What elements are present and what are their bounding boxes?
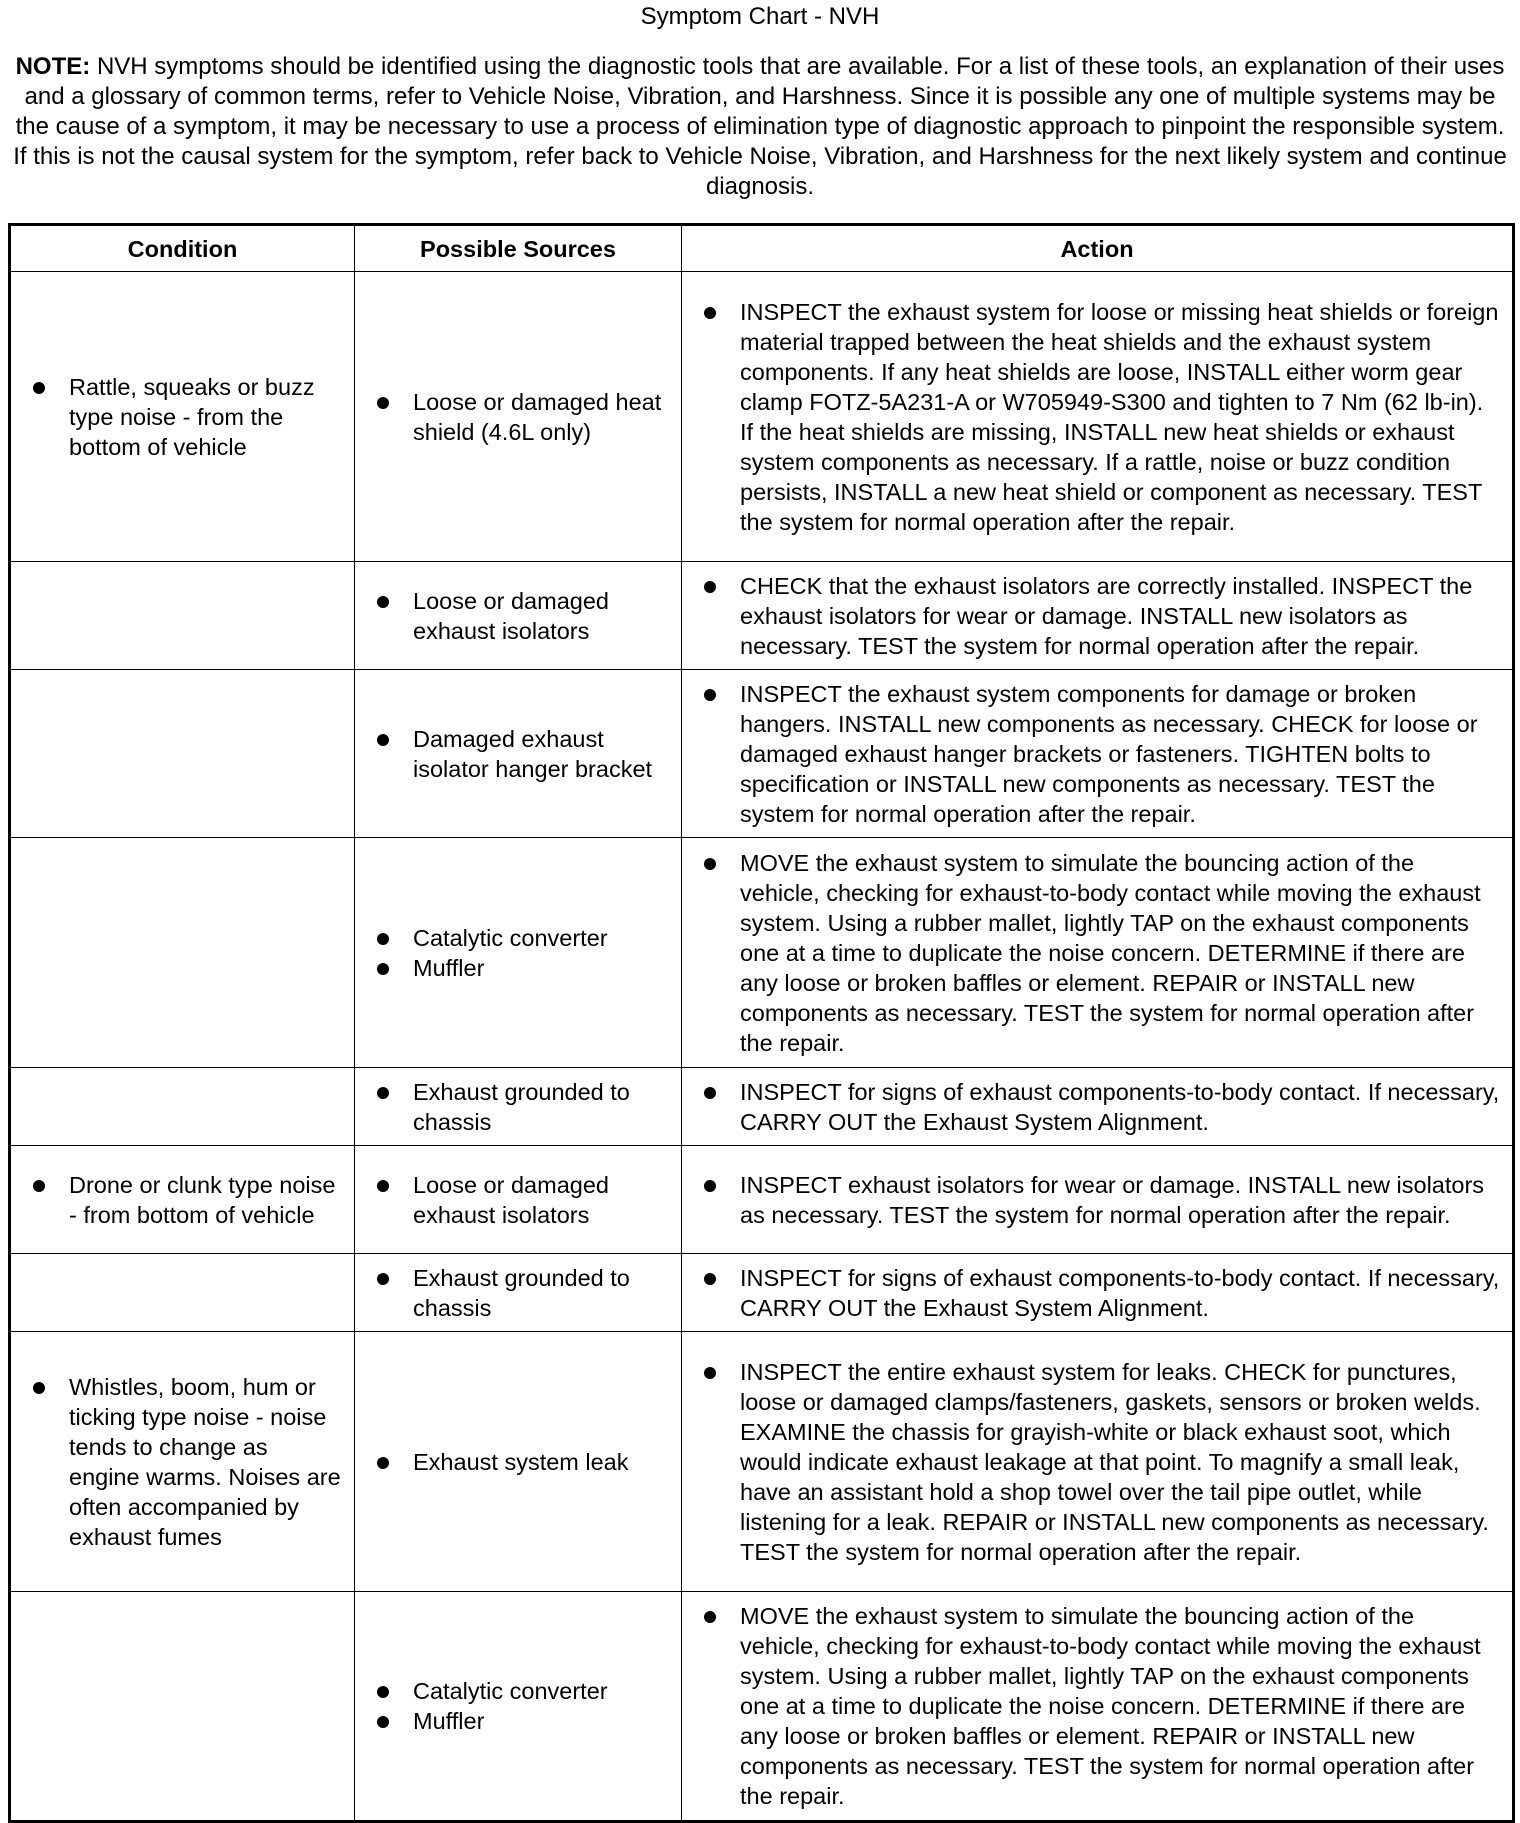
condition-cell: [10, 272, 355, 562]
condition-item: Drone or clunk type noise - from bottom of vehicle: [33, 1170, 344, 1230]
sources-cell: [355, 1254, 682, 1332]
sources-cell: [355, 838, 682, 1068]
condition-cell: [10, 838, 355, 1068]
table-row: [10, 670, 1514, 838]
sources-cell: [355, 1146, 682, 1254]
condition-cell: [10, 670, 355, 838]
sources-cell: [355, 1332, 682, 1592]
action-cell: [682, 670, 1514, 838]
note-paragraph: [8, 52, 1512, 202]
action-item: CHECK that the exhaust isolators are correctly installed. INSPECT the exhaust isolators for wear or damage. INSTALL new isolators as necessary. TEST the system for normal operation after the repair.: [704, 571, 1500, 661]
header-action: Action: [682, 225, 1514, 272]
action-cell: [682, 1592, 1514, 1822]
action-cell: [682, 1254, 1514, 1332]
header-possible-sources: Possible Sources: [355, 225, 682, 272]
action-cell: [682, 1332, 1514, 1592]
source-item: Loose or damaged exhaust isolators: [377, 586, 671, 646]
source-item: Exhaust system leak: [377, 1447, 671, 1477]
table-row: [10, 1592, 1514, 1822]
action-item: INSPECT for signs of exhaust components-to-body contact. If necessary, CARRY OUT the Exhaust System Alignment.: [704, 1263, 1500, 1323]
action-item: INSPECT exhaust isolators for wear or damage. INSTALL new isolators as necessary. TEST the system for normal operation after the repair.: [704, 1170, 1500, 1230]
source-item: Exhaust grounded to chassis: [377, 1077, 671, 1137]
sources-cell: [355, 1068, 682, 1146]
source-item: Loose or damaged heat shield (4.6L only): [377, 387, 671, 447]
table-row: [10, 1254, 1514, 1332]
source-item: Loose or damaged exhaust isolators: [377, 1170, 671, 1230]
symptom-chart-table: [8, 223, 1515, 1823]
table-row: [10, 1332, 1514, 1592]
condition-cell: [10, 1146, 355, 1254]
action-item: INSPECT the exhaust system for loose or missing heat shields or foreign material trapped between the heat shields and the exhaust system components. If any heat shields are loose, INSTALL either worm gear clamp FOTZ-5A231-A or W705949-S300 and tighten to 7 Nm (62 lb-in). If the heat shields are missing, INSTALL new heat shields or exhaust system components as necessary. If a rattle, noise or buzz condition persists, INSTALL a new heat shield or component as necessary. TEST the system for normal operation after the repair.: [704, 297, 1500, 537]
action-item: INSPECT the exhaust system components for damage or broken hangers. INSTALL new components as necessary. CHECK for loose or damaged exhaust hanger brackets or fasteners. TIGHTEN bolts to specification or INSTALL new components as necessary. TEST the system for normal operation after the repair.: [704, 679, 1500, 829]
note-label: NOTE:: [15, 53, 91, 80]
source-item: Damaged exhaust isolator hanger bracket: [377, 724, 671, 784]
condition-cell: [10, 1592, 355, 1822]
action-item: MOVE the exhaust system to simulate the bouncing action of the vehicle, checking for exhaust-to-body contact while moving the exhaust system. Using a rubber mallet, lightly TAP on the exhaust components one at a time to duplicate the noise concern. DETERMINE if there are any loose or broken baffles or element. REPAIR or INSTALL new components as necessary. TEST the system for normal operation after the repair.: [704, 1601, 1500, 1811]
table-header-row: [10, 225, 1514, 272]
sources-cell: [355, 1592, 682, 1822]
action-cell: [682, 272, 1514, 562]
condition-cell: [10, 562, 355, 670]
condition-cell: [10, 1332, 355, 1592]
note-text: NVH symptoms should be identified using the diagnostic tools that are available. For a list of these tools, an explanation of their uses and a glossary of common terms, refer to Vehicle Noise, Vibration, and Harshness. Since it is possible any one of multiple systems may be the cause of a symptom, it may be necessary to use a process of elimination type of diagnostic approach to pinpoint the responsible system. If this is not the causal system for the symptom, refer back to Vehicle Noise, Vibration, and Harshness for the next likely system and continue diagnosis.: [13, 53, 1507, 200]
page-title: Symptom Chart - NVH: [640, 3, 880, 30]
condition-cell: [10, 1254, 355, 1332]
source-item: Muffler: [377, 953, 671, 983]
condition-item: Rattle, squeaks or buzz type noise - from the bottom of vehicle: [33, 372, 344, 462]
source-item: Catalytic converter: [377, 923, 671, 953]
source-item: Exhaust grounded to chassis: [377, 1263, 671, 1323]
action-cell: [682, 1068, 1514, 1146]
source-item: Muffler: [377, 1706, 671, 1736]
table-row: [10, 1068, 1514, 1146]
table-row: [10, 838, 1514, 1068]
action-cell: [682, 838, 1514, 1068]
source-item: Catalytic converter: [377, 1676, 671, 1706]
table-row: [10, 1146, 1514, 1254]
action-item: INSPECT the entire exhaust system for leaks. CHECK for punctures, loose or damaged clamps/fasteners, gaskets, sensors or broken welds. EXAMINE the chassis for grayish-white or black exhaust soot, which would indicate exhaust leakage at that point. To magnify a small leak, have an assistant hold a shop towel over the tail pipe outlet, while listening for a leak. REPAIR or INSTALL new components as necessary. TEST the system for normal operation after the repair.: [704, 1357, 1500, 1567]
condition-item: Whistles, boom, hum or ticking type noise - noise tends to change as engine warms. Noises are often accompanied by exhaust fumes: [33, 1372, 344, 1552]
action-item: MOVE the exhaust system to simulate the bouncing action of the vehicle, checking for exhaust-to-body contact while moving the exhaust system. Using a rubber mallet, lightly TAP on the exhaust components one at a time to duplicate the noise concern. DETERMINE if there are any loose or broken baffles or element. REPAIR or INSTALL new components as necessary. TEST the system for normal operation after the repair.: [704, 848, 1500, 1058]
action-cell: [682, 1146, 1514, 1254]
table-row: [10, 562, 1514, 670]
action-cell: [682, 562, 1514, 670]
sources-cell: [355, 562, 682, 670]
condition-cell: [10, 1068, 355, 1146]
sources-cell: [355, 272, 682, 562]
table-row: [10, 272, 1514, 562]
action-item: INSPECT for signs of exhaust components-to-body contact. If necessary, CARRY OUT the Exhaust System Alignment.: [704, 1077, 1500, 1137]
sources-cell: [355, 670, 682, 838]
header-condition: Condition: [10, 225, 355, 272]
